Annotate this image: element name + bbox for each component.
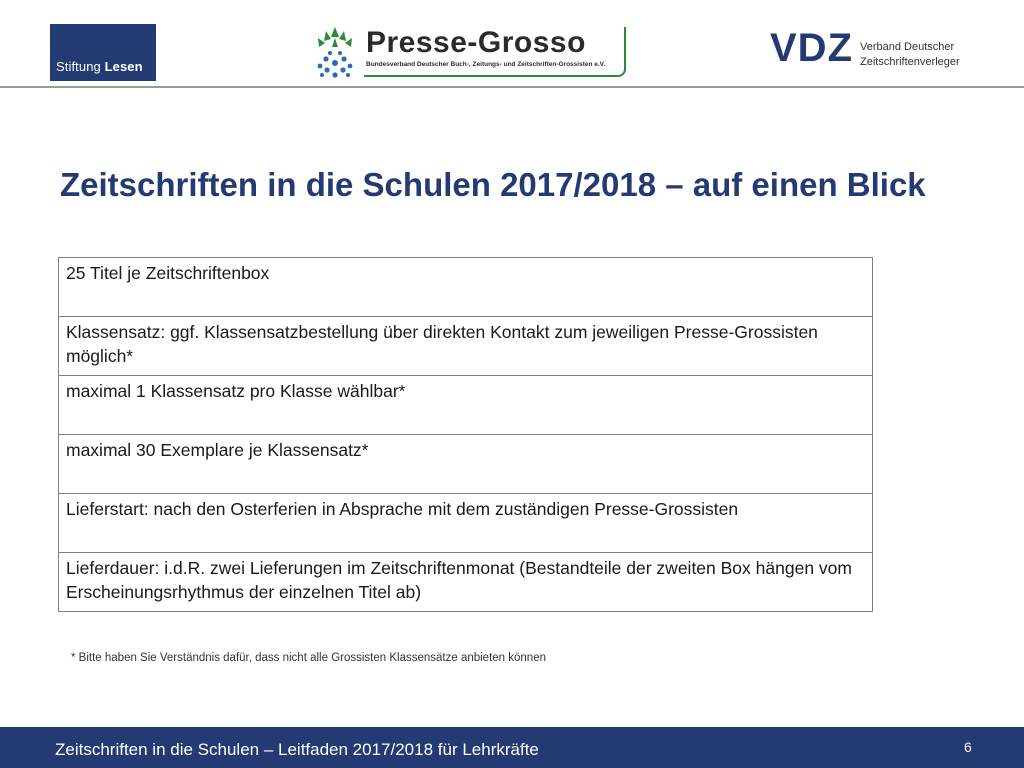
presse-grosso-subtitle: Bundesverband Deutscher Buch-, Zeitungs- und Zeitschriften-Grossisten e.V. [366, 61, 606, 68]
table-cell: Lieferdauer: i.d.R. zwei Lieferungen im Zeitschriftenmonat (Bestandteile der zweiten Box hängen vom Erscheinungsrhythmus der einzelnen Titel ab) [59, 553, 873, 612]
table-cell: Klassensatz: ggf. Klassensatzbestellung über direkten Kontakt zum jeweiligen Presse-Grossisten möglich* [59, 317, 873, 376]
stiftung-lesen-logo-text [56, 59, 143, 74]
table-cell: maximal 1 Klassensatz pro Klasse wählbar* [59, 376, 873, 435]
footnote: * Bitte haben Sie Verständnis dafür, dass nicht alle Grossisten Klassensätze anbieten können [71, 652, 546, 664]
vdz-logo-text [860, 40, 960, 70]
header-divider [0, 86, 1024, 88]
presse-grosso-logo [312, 25, 630, 81]
stiftung-lesen-logo [50, 24, 156, 81]
lesen-word: Lesen [104, 59, 143, 74]
table-row [59, 258, 873, 317]
slide-title: Zeitschriften in die Schulen 2017/2018 – auf einen Blick [60, 166, 926, 203]
table-row [59, 494, 873, 553]
logo-bar [0, 0, 1024, 88]
vdz-logo-line-2: Zeitschriftenverleger [860, 56, 960, 68]
vdz-logo [770, 26, 970, 74]
table-row [59, 317, 873, 376]
table-cell: maximal 30 Exemplare je Klassensatz* [59, 435, 873, 494]
page-number: 6 [964, 739, 972, 755]
table-row [59, 435, 873, 494]
footer-text: Zeitschriften in die Schulen – Leitfaden 2017/2018 für Lehrkräfte [55, 740, 539, 759]
table-row [59, 553, 873, 612]
vdz-logo-line-1: Verband Deutscher [860, 41, 955, 53]
stiftung-word: Stiftung [56, 59, 101, 74]
footer-bar [0, 727, 1024, 768]
presse-grosso-emblem-icon [312, 25, 358, 81]
table-cell: 25 Titel je Zeitschriftenbox [59, 258, 873, 317]
info-table [58, 257, 873, 612]
table-row [59, 376, 873, 435]
presse-grosso-name: Presse-Grosso [366, 26, 586, 59]
vdz-logo-mark: VDZ [770, 26, 853, 70]
table-cell: Lieferstart: nach den Osterferien in Absprache mit dem zuständigen Presse-Grossisten [59, 494, 873, 553]
